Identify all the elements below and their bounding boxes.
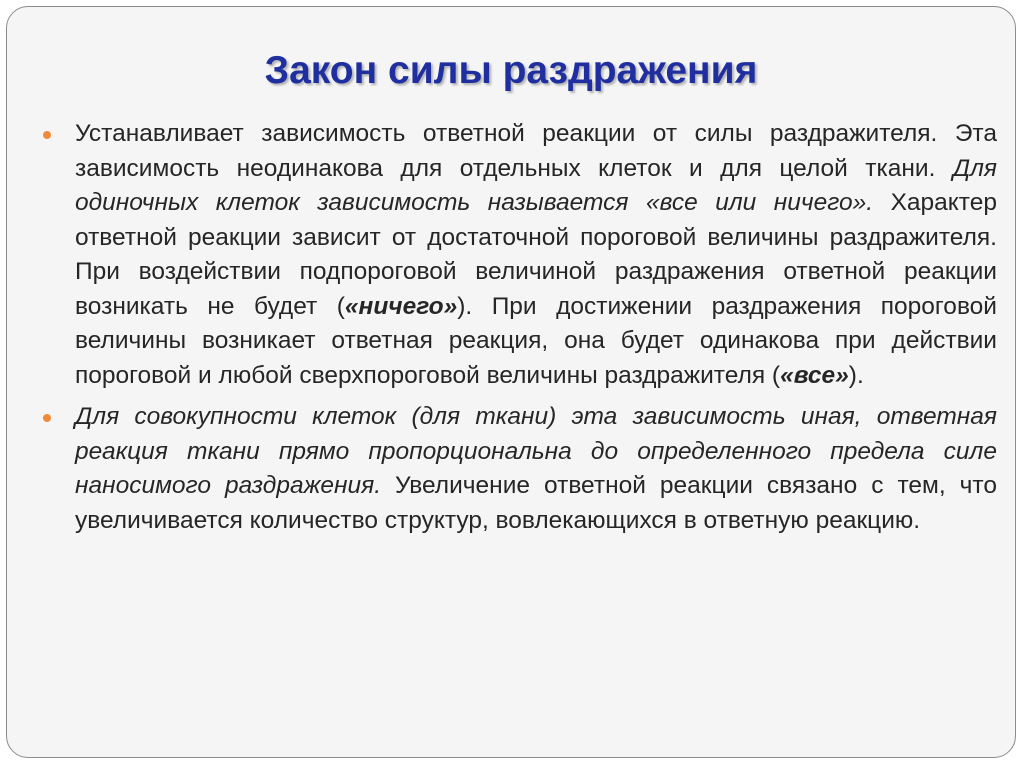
bullet-paragraph-1 bbox=[41, 117, 997, 393]
text-segment: ). При достижении раздражения пороговой величины возникает ответная реакция, она будет одинакова при действии пороговой и любой сверхпороговой величины раздражителя ( bbox=[75, 292, 997, 389]
bullet-paragraph-2 bbox=[41, 400, 997, 538]
text-segment: ). bbox=[848, 361, 864, 389]
bullet-dot-icon bbox=[43, 414, 51, 422]
bold-italic-term-nothing: «ничего» bbox=[344, 292, 458, 320]
slide bbox=[6, 6, 1016, 758]
bullet-dot-icon bbox=[43, 131, 51, 139]
text-segment: Устанавливает зависимость ответной реакции от силы раздражителя. Эта зависимость неодинакова для отдельных клеток и для целой ткани. bbox=[75, 120, 997, 182]
slide-title: Закон силы раздражения bbox=[264, 49, 758, 92]
bold-italic-term-all: «все» bbox=[780, 361, 849, 389]
italic-segment: Для одиночных клеток зависимость называется «все или ничего». bbox=[75, 154, 997, 216]
slide-body bbox=[41, 117, 997, 545]
text-segment: Характер ответной реакции зависит от достаточной пороговой величины раздражителя. При воздействии подпороговой величиной раздражения ответной реакции возникать не будет ( bbox=[75, 189, 997, 320]
text-segment: Увеличение ответной реакции связано с тем, что увеличивается количество структур, вовлекающихся в ответную реакцию. bbox=[75, 472, 998, 534]
italic-segment: Для совокупности клеток (для ткани) эта зависимость иная, ответная реакция ткани прямо пропорциональна до определенного предела силе наносимого раздражения. bbox=[75, 403, 997, 499]
